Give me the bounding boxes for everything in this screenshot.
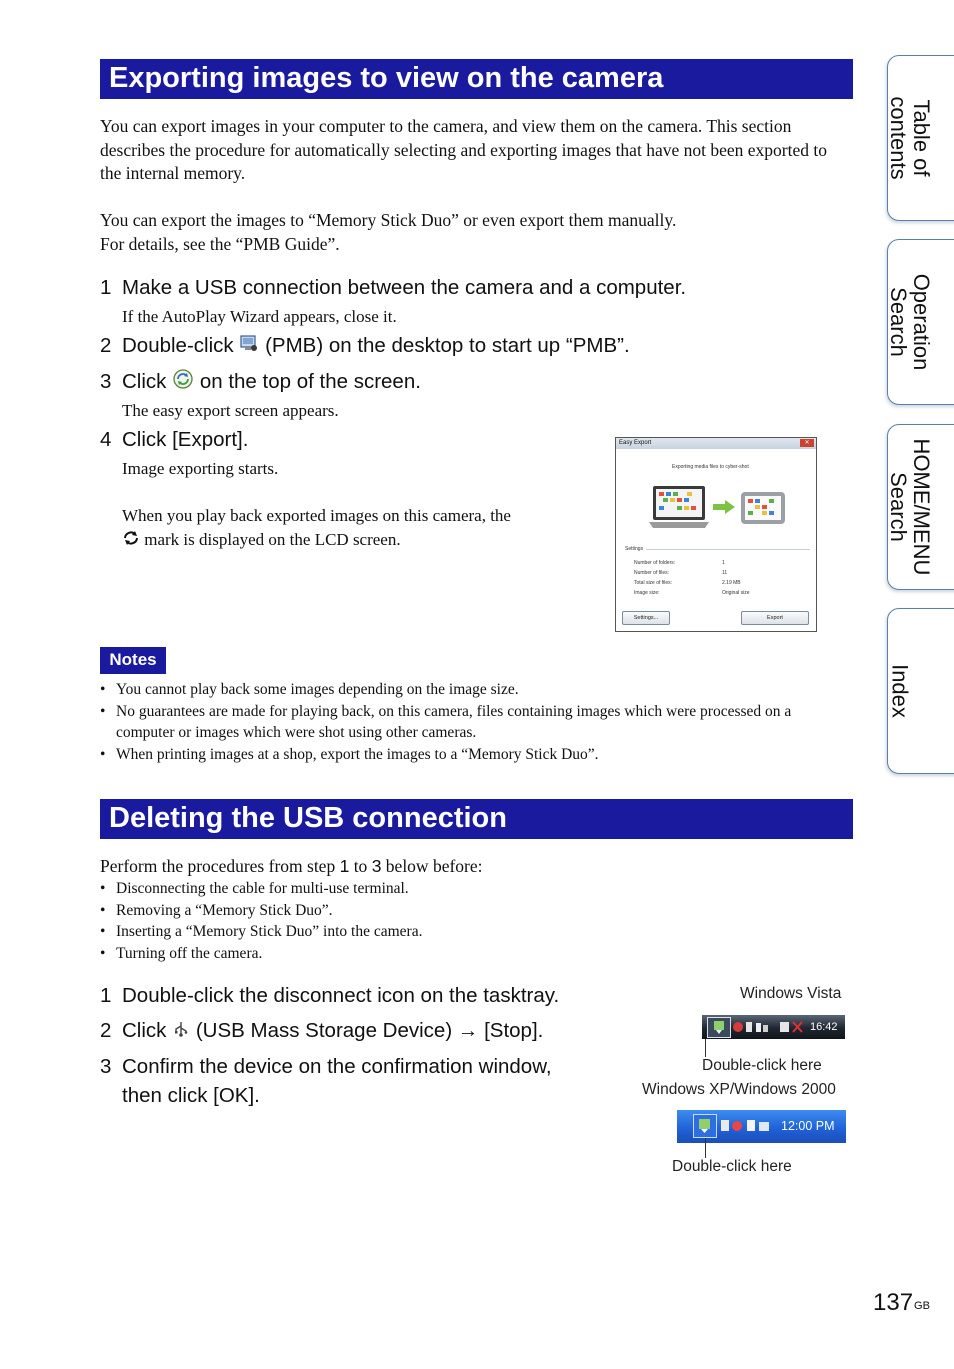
note-item: • You cannot play back some images depending on the image size. [100,679,852,701]
xp-tasktray [677,1110,846,1143]
intro-text: to [353,856,368,876]
step-number: 1 [100,276,112,299]
tab-label [887,439,933,576]
section-title-usb: Deleting the USB connection [100,799,853,839]
step-text: Double-click [122,334,234,357]
tab-label-line: Search [886,472,911,542]
page-number-value: 137 [873,1289,914,1316]
list-item: • Inserting a “Memory Stick Duo” into the camera. [100,921,700,943]
usb-step-3-line2: then click [OK]. [122,1084,260,1107]
window-title: Easy Export [619,440,652,446]
section-title-exporting: Exporting images to view on the camera [100,59,853,99]
step-text: Make a USB connection between the camera and a computer. [122,276,687,299]
step-text: mark is displayed on the LCD screen. [144,530,401,549]
export-step-4-note: Image exporting starts. [122,459,279,478]
intro-memory-stick: You can export the images to “Memory Stick Duo” or even export them manually. [100,210,677,230]
close-icon[interactable]: ✕ [800,439,814,447]
step-number: 1 [100,984,112,1007]
step-text: (USB Mass Storage Device) [195,1019,453,1042]
vista-label: Windows Vista [740,985,842,1002]
tab-label-line: Table of [909,99,934,177]
intro-text: below before: [385,856,483,876]
intro-text: Perform the procedures from step [100,856,336,876]
export-step-1-note: If the AutoPlay Wizard appears, close it. [122,307,397,326]
settings-row-value: Original size [722,590,750,596]
step-text: Confirm the device on the confirmation window, [122,1055,552,1078]
step-number: 3 [100,369,112,393]
settings-row-value: 1 [722,560,725,566]
vista-caption: Double-click here [702,1057,822,1074]
disconnect-icon[interactable] [707,1017,731,1038]
usb-step-2 [100,1018,543,1045]
tab-label-line: HOME/MENU [909,438,934,576]
tray-icons [732,1019,772,1035]
volume-icon [778,1019,806,1035]
tab-home-menu-search[interactable] [887,424,954,590]
step-text: on the top of the screen. [199,369,421,393]
tab-label [887,274,933,371]
export-step-4-detail: When you play back exported images on this camera, the [122,506,511,525]
settings-row-value: 11 [722,570,728,576]
window-titlebar [616,438,816,449]
settings-button[interactable]: Settings... [622,611,670,625]
note-item: • No guarantees are made for playing back, on this camera, files containing images which were processed on a computer or images which were shot using other cameras. [100,701,852,744]
step-number: 3 [100,1055,112,1078]
tab-operation-search[interactable] [887,239,954,405]
intro-step-number: 1 [339,856,350,876]
step-number: 2 [100,1019,112,1042]
disconnect-icon[interactable] [693,1114,717,1138]
usb-step-3 [100,1054,552,1080]
camera-icon [739,488,787,528]
tab-index[interactable] [887,608,954,774]
export-heading: Exporting media files to cyber-shot [672,464,749,470]
laptop-icon [649,484,711,532]
list-item: • Turning off the camera. [100,943,700,965]
tab-label-line: Operation [909,273,934,371]
settings-row-label: Total size of files: [634,580,673,586]
exported-mark-icon [122,529,140,554]
callout-line [705,1039,706,1057]
step-text: Click [122,1019,167,1042]
pmb-desktop-icon [239,333,259,360]
easy-export-screenshot [615,437,817,632]
step-number: 4 [100,428,112,451]
intro-paragraph: You can export images in your computer to the camera, and view them on the camera. This section describes the procedure for automatically selecting and exporting images that have not been exported to the internal memory. [100,116,827,183]
export-step-2 [100,333,630,360]
settings-divider [646,549,810,550]
export-step-4-detail-2 [122,528,401,553]
settings-label: Settings [625,546,644,552]
export-step-4 [100,427,248,453]
step-text: Click [Export]. [122,428,249,451]
tab-label [887,96,933,179]
intro-pmb-guide: For details, see the “PMB Guide”. [100,234,340,254]
notes-list [100,679,852,765]
settings-row-label: Number of files: [634,570,670,576]
arrow-icon: → [457,1019,479,1042]
settings-row-value: 2.19 MB [722,580,741,586]
settings-row-label: Image size: [634,590,660,596]
usb-conditions-list [100,878,700,964]
step-number: 2 [100,334,112,357]
usb-step-1 [100,983,559,1009]
step-text: (PMB) on the desktop to start up “PMB”. [265,334,630,357]
xp-clock: 12:00 PM [781,1119,835,1133]
tab-label-line: Index [887,664,913,718]
export-step-1 [100,275,686,301]
usb-intro [100,855,483,879]
xp-caption: Double-click here [672,1158,792,1175]
tab-label [889,664,912,718]
tab-table-of-contents[interactable] [887,55,954,221]
notes-label: Notes [100,647,166,674]
tab-label-line: Search [886,287,911,357]
settings-row-label: Number of folders: [634,560,676,566]
note-item: • When printing images at a shop, export the images to a “Memory Stick Duo”. [100,744,852,766]
vista-tasktray [702,1015,845,1039]
tab-label-line: contents [886,96,911,180]
easy-export-icon [172,368,194,397]
arrow-right-icon [713,500,735,514]
xp-label: Windows XP/Windows 2000 [642,1081,836,1098]
list-item: • Disconnecting the cable for multi-use terminal. [100,878,700,900]
vista-clock: 16:42 [810,1021,838,1033]
step-text: Click [122,369,167,393]
step-text: [Stop]. [484,1019,544,1042]
page-number-suffix: GB [914,1300,930,1312]
tray-icons [719,1117,773,1135]
usb-icon [172,1019,190,1045]
intro-step-number: 3 [371,856,382,876]
callout-line [705,1138,706,1158]
export-button[interactable]: Export [741,611,809,625]
export-step-3-note: The easy export screen appears. [122,401,339,420]
page-number [873,1288,930,1318]
step-text: Double-click the disconnect icon on the tasktray. [122,984,560,1007]
export-step-3 [100,368,421,397]
list-item: • Removing a “Memory Stick Duo”. [100,900,700,922]
